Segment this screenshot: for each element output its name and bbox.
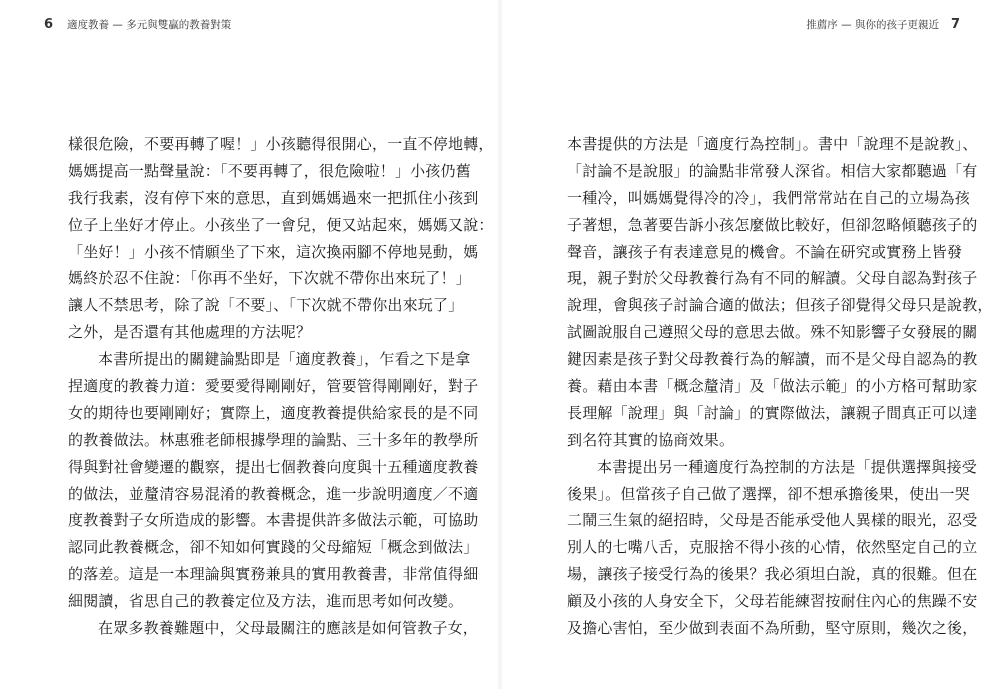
text-line: 場，讓孩子接受行為的後果？我必須坦白說，真的很難。但在: [567, 565, 978, 584]
text-line: 二鬧三生氣的絕招時，父母是否能承受他人異樣的眼光，忍受: [567, 511, 978, 530]
text-line: 女的期待也要剛剛好；實際上，適度教養提供給家長的是不同: [68, 403, 479, 422]
text-line: 的做法，並釐清容易混淆的教養概念，進一步說明適度／不適: [68, 484, 479, 503]
text-line: 得與對社會變遷的觀察，提出七個教養向度與十五種適度教養: [68, 457, 479, 476]
text-line: 的教養做法。林惠雅老師根據學理的論點、三十多年的教學所: [68, 430, 479, 449]
text-line: 本書提出另一種適度行為控制的方法是「提供選擇與接受: [597, 457, 978, 476]
text-line: 及擔心害怕，至少做到表面不為所動，堅守原則，幾次之後，: [567, 619, 978, 638]
text-line: 我行我素，沒有停下來的意思，直到媽媽過來一把抓住小孩到: [68, 188, 479, 207]
text-line: 「討論不是說服」的論點非常發人深省。相信大家都聽過「有: [567, 161, 978, 180]
right-page-number: 7: [950, 17, 960, 32]
text-line: 鍵因素是孩子對父母教養行為的解讀，而不是父母自認為的教: [567, 350, 978, 369]
text-line: 本書所提出的關鍵論點即是「適度教養」，乍看之下是拿: [98, 350, 471, 369]
text-line: 認同此教養概念，卻不知如何實踐的父母縮短「概念到做法」: [68, 538, 479, 557]
text-line: 捏適度的教養力道：愛要愛得剛剛好，管要管得剛剛好，對子: [68, 377, 479, 396]
text-line: 養。藉由本書「概念釐清」及「做法示範」的小方格可幫助家: [567, 377, 978, 396]
left-page-number: 6: [44, 17, 54, 32]
right-running-head: [806, 17, 960, 32]
text-line: 讓人不禁思考，除了說「不要」、「下次就不帶你出來玩了」: [68, 296, 464, 315]
left-running-head-title: 適度教養 — 多元與雙贏的教養對策: [67, 19, 232, 31]
text-line: 媽終於忍不住說：「你再不坐好，下次就不帶你出來玩了！」: [68, 269, 471, 288]
text-line: 說理，會與孩子討論合適的做法；但孩子卻覺得父母只是說教，: [567, 296, 993, 315]
text-line: 之外，是否還有其他處理的方法呢？: [68, 323, 312, 342]
text-line: 細閱讀，省思自己的教養定位及方法，進而思考如何改變。: [68, 592, 464, 611]
text-line: 別人的七嘴八舌，克服捨不得小孩的心情，依然堅定自己的立: [567, 538, 978, 557]
text-line: 本書提供的方法是「適度行為控制」。書中「說理不是說教」、: [567, 135, 978, 153]
right-page: [500, 0, 1000, 689]
text-line: 樣很危險，不要再轉了喔！」小孩聽得很開心，一直不停地轉，: [68, 135, 494, 153]
text-line: 到名符其實的協商效果。: [567, 430, 735, 449]
left-running-head: [44, 17, 231, 32]
right-running-head-title: 推薦序 — 與你的孩子更親近: [806, 19, 939, 31]
right-body-text: [567, 131, 993, 642]
text-line: 在眾多教養難題中，父母最關注的應該是如何管教子女，: [98, 619, 479, 638]
text-line: 「坐好！」小孩不情願坐了下來，這次換兩腳不停地晃動，媽: [68, 242, 479, 261]
text-line: 子著想，急著要告訴小孩怎麼做比較好，但卻忽略傾聽孩子的: [567, 215, 978, 234]
text-line: 長理解「說理」與「討論」的實際做法，讓親子間真正可以達: [567, 403, 978, 422]
text-line: 試圖說服自己遵照父母的意思去做。殊不知影響子女發展的關: [567, 323, 978, 342]
text-line: 聲音，讓孩子有表達意見的機會。不論在研究或實務上皆發: [567, 242, 963, 261]
text-line: 顧及小孩的人身安全下，父母若能練習按耐住內心的焦躁不安: [567, 592, 978, 611]
text-line: 度教養對子女所造成的影響。本書提供許多做法示範，可協助: [68, 511, 479, 530]
text-line: 位子上坐好才停止。小孩坐了一會兒，便又站起來，媽媽又說：: [68, 215, 494, 234]
text-line: 媽媽提高一點聲量說：「不要再轉了，很危險啦！」小孩仍舊: [68, 161, 471, 180]
left-body-text: [68, 131, 494, 642]
text-line: 後果」。但當孩子自己做了選擇，卻不想承擔後果，使出一哭: [567, 484, 970, 503]
text-line: 一種冷，叫媽媽覺得冷的冷」，我們常常站在自己的立場為孩: [567, 188, 970, 207]
text-line: 的落差。這是一本理論與實務兼具的實用教養書，非常值得細: [68, 565, 479, 584]
text-line: 現，親子對於父母教養行為有不同的解讀。父母自認為對孩子: [567, 269, 978, 288]
